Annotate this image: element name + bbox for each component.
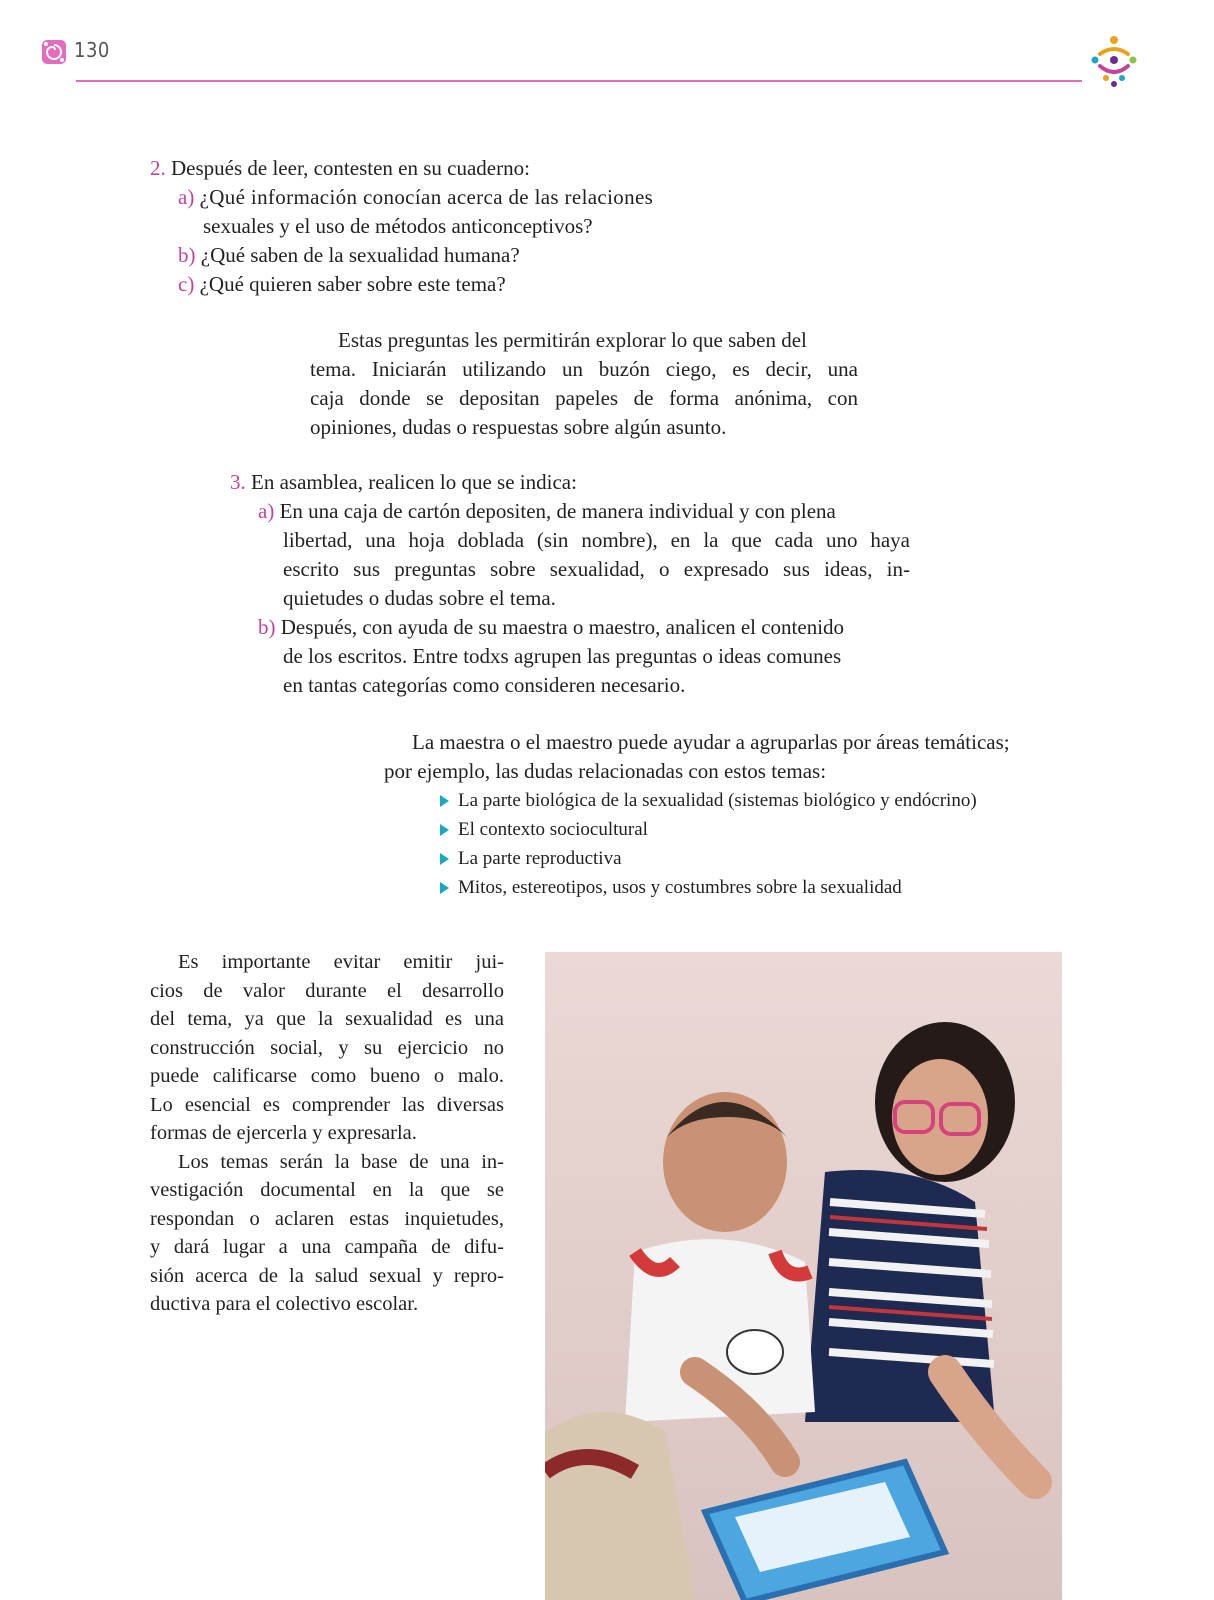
spiral-glyph-icon — [40, 38, 68, 66]
list-item — [438, 815, 1058, 844]
question-3 — [230, 468, 910, 700]
paragraph-line: sión acerca de la salud sexual y repro- — [150, 1264, 504, 1287]
page-number: 130 — [74, 38, 110, 62]
item-line: de los escritos. Entre todxs agrupen las preguntas o ideas comunes — [283, 644, 842, 668]
body-text — [150, 948, 504, 1319]
note-line: tema. Iniciarán utilizando un buzón ciego, es decir, una — [310, 357, 858, 381]
item-letter: b) — [258, 615, 276, 639]
item-line: ¿Qué información conocían acerca de las relaciones — [199, 185, 654, 209]
list-item-text: El contexto sociocultural — [458, 819, 648, 840]
item-line: quietudes o dudas sobre el tema. — [283, 586, 556, 610]
item-line: ¿Qué quieren saber sobre este tema? — [199, 272, 506, 296]
note-line: La maestra o el maestro puede ayudar a agruparlas por áreas temáticas; — [412, 730, 1010, 754]
item-letter: a) — [178, 185, 195, 209]
list-item — [438, 786, 1058, 815]
paragraph-line: cios de valor durante el desarrollo — [150, 979, 504, 1002]
paragraph-line: Los temas serán la base de una in- — [178, 1150, 504, 1173]
note-line: Estas preguntas les permitirán explorar lo que saben del — [338, 328, 807, 352]
paragraph-line: vestigación documental en la que se — [150, 1179, 504, 1201]
bullet-triangle-icon — [440, 882, 449, 894]
paragraph-line: respondan o aclaren estas inquietudes, — [150, 1207, 504, 1230]
teacher-note-1 — [310, 326, 858, 442]
question-number: 3. — [230, 470, 246, 494]
item-line: escrito sus preguntas sobre sexualidad, o expresado sus ideas, in- — [283, 557, 910, 581]
question-number: 2. — [150, 156, 166, 180]
paragraph-line: formas de ejercerla y expresarla. — [150, 1122, 417, 1144]
header-divider — [76, 80, 1082, 82]
item-line: libertad, una hoja doblada (sin nombre), en la que cada uno haya — [283, 528, 910, 552]
item-letter: b) — [178, 243, 196, 267]
item-letter: a) — [258, 499, 275, 523]
paragraph-line: Lo esencial es comprender las diversas — [150, 1093, 504, 1116]
item-line: ¿Qué saben de la sexualidad humana? — [200, 243, 520, 267]
list-item-text: La parte biológica de la sexualidad (sistemas biológico y endócrino) — [458, 790, 977, 811]
photo-woman-with-baby — [545, 952, 1062, 1600]
item-line: Después, con ayuda de su maestra o maestro, analicen el contenido — [280, 615, 845, 639]
paragraph-line: construcción social, y su ejercicio no — [150, 1036, 504, 1059]
question-2 — [150, 154, 710, 299]
bullet-triangle-icon — [440, 824, 449, 836]
list-item — [438, 844, 1058, 873]
question-text: En asamblea, realicen lo que se indica: — [251, 470, 577, 494]
paragraph-line: Es importante evitar emitir jui- — [178, 951, 504, 973]
list-item-text: Mitos, estereotipos, usos y costumbres sobre la sexualidad — [458, 877, 902, 898]
topic-list — [438, 786, 1058, 902]
bullet-triangle-icon — [440, 853, 449, 865]
note-line: caja donde se depositan papeles de forma anónima, con — [310, 386, 858, 410]
note-line: opiniones, dudas o respuestas sobre algún asunto. — [310, 415, 727, 439]
question-text: Después de leer, contesten en su cuaderno: — [171, 156, 530, 180]
paragraph-line: puede calificarse como bueno o malo. — [150, 1065, 504, 1087]
paragraph-line: ductiva para el colectivo escolar. — [150, 1293, 419, 1315]
item-line: En una caja de cartón depositen, de manera individual y con plena — [279, 499, 836, 523]
note-line: por ejemplo, las dudas relacionadas con estos temas: — [384, 759, 827, 783]
list-item — [438, 873, 1058, 902]
teacher-note-2 — [384, 728, 1074, 786]
item-line: en tantas categorías como consideren necesario. — [283, 673, 686, 697]
paragraph-line: y dará lugar a una campaña de difu- — [150, 1236, 504, 1258]
paragraph-line: del tema, ya que la sexualidad es una — [150, 1008, 504, 1030]
item-letter: c) — [178, 272, 195, 296]
bullet-triangle-icon — [440, 795, 449, 807]
list-item-text: La parte reproductiva — [458, 848, 622, 869]
colorful-figures-logo-icon — [1086, 32, 1142, 88]
item-line: sexuales y el uso de métodos anticonceptivos? — [203, 214, 593, 238]
